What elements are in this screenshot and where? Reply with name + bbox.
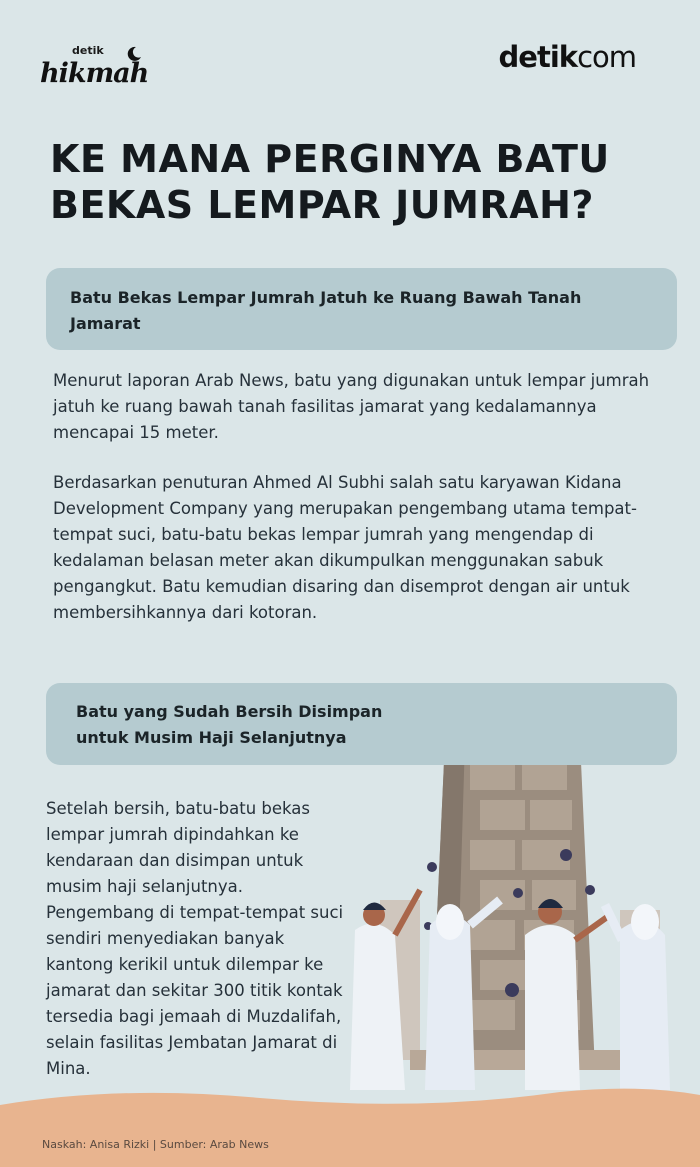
detikcom-logo bbox=[499, 40, 636, 74]
section1-heading-box bbox=[46, 268, 677, 350]
section2-heading-line-2: untuk Musim Haji Selanjutnya bbox=[76, 728, 347, 747]
logo-small-text: detik bbox=[72, 44, 104, 57]
logo-big-text: hikmah bbox=[40, 58, 149, 89]
logo-right-bold: detik bbox=[498, 40, 578, 74]
title-line-2: BEKAS LEMPAR JUMRAH? bbox=[50, 183, 594, 227]
section1-paragraph-1: Menurut laporan Arab News, batu yang digunakan untuk lempar jumrah jatuh ke ruang bawah tanah fasilitas jamarat yang kedalamannya mencapai 15 meter. bbox=[53, 371, 650, 442]
detikhikmah-logo bbox=[38, 44, 150, 96]
ground-decoration bbox=[0, 1080, 700, 1167]
section2-paragraph: Setelah bersih, batu-batu bekas lempar jumrah dipindahkan ke kendaraan dan disimpan untuk musim haji selanjutnya. Pengembang di tempat-tempat suci sendiri menyediakan banyak kantong kerikil untuk dilempar ke jamarat dan sekitar 300 titik kontak tersedia bagi jemaah di Muzdalifah, selain fasilitas Jembatan Jamarat di Mina. bbox=[46, 799, 344, 1078]
section1-paragraph-2: Berdasarkan penuturan Ahmed Al Subhi salah satu karyawan Kidana Development Company yang merupakan pengembang utama tempat-tempat suci, batu-batu bekas lempar jumrah yang mengendap di kedalaman belasan meter akan dikumpulkan menggunakan sabuk pengangkut. Batu kemudian disaring dan disemprot dengan air untuk membersihkannya dari kotoran. bbox=[53, 473, 637, 622]
page-title bbox=[50, 136, 670, 228]
source-credit: Naskah: Anisa Rizki | Sumber: Arab News bbox=[42, 1138, 269, 1151]
section2-heading-box bbox=[46, 683, 677, 765]
title-line-1: KE MANA PERGINYA BATU bbox=[50, 137, 610, 181]
section2-heading-line-1: Batu yang Sudah Bersih Disimpan bbox=[76, 702, 383, 721]
logo-right-light: com bbox=[577, 40, 636, 74]
section1-heading: Batu Bekas Lempar Jumrah Jatuh ke Ruang Bawah Tanah Jamarat bbox=[70, 288, 582, 333]
